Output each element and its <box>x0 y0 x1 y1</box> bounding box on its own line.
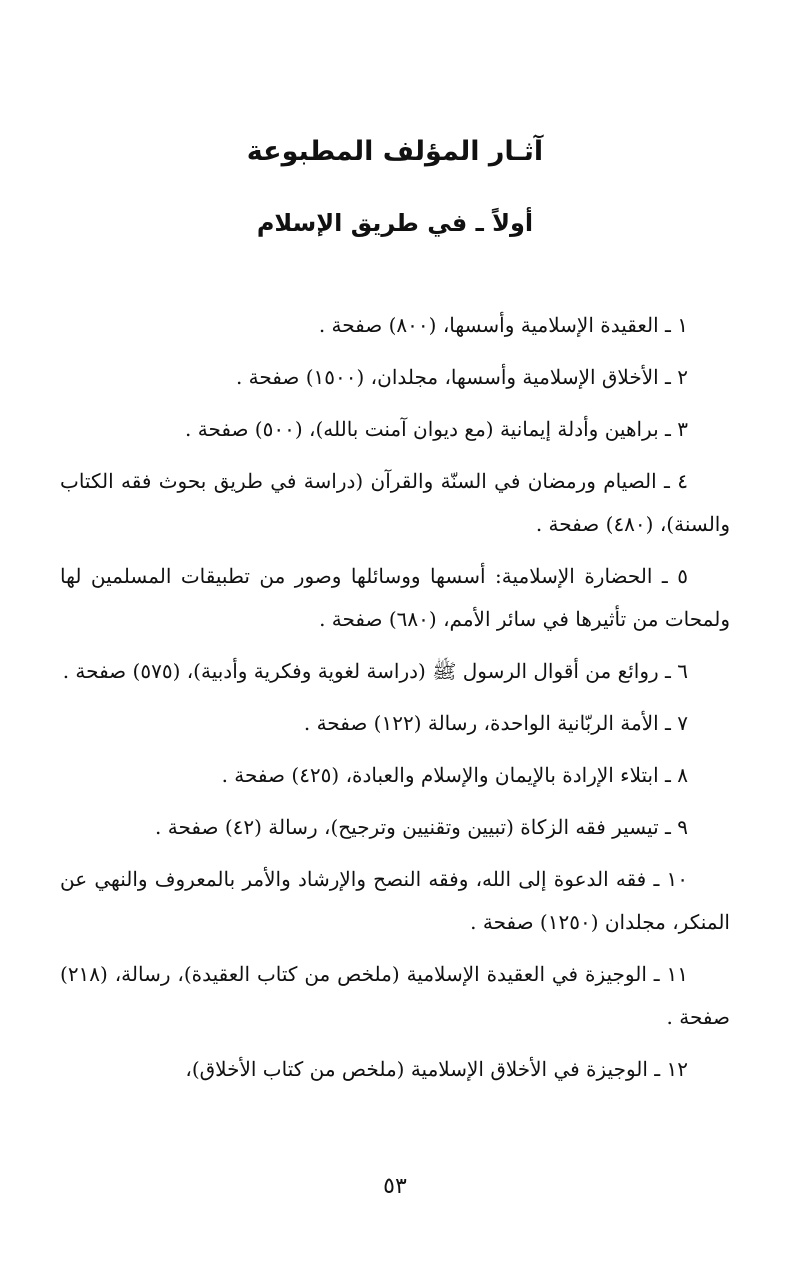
list-item: ١١ ـ الوجيزة في العقيدة الإسلامية (ملخص من كتاب العقيدة)، رسالة، (٢١٨) صفحة . <box>60 962 730 1029</box>
list-item: ٩ ـ تيسير فقه الزكاة (تبيين وتقنيين وترجيح)، رسالة (٤٢) صفحة . <box>155 815 688 839</box>
list-item: ١٢ ـ الوجيزة في الأخلاق الإسلامية (ملخص من كتاب الأخلاق)، <box>185 1057 688 1081</box>
list-item: ٥ ـ الحضارة الإسلامية: أسسها ووسائلها وصور من تطبيقات المسلمين لها ولمحات من تأثيرها في سائر الأمم، (٦٨٠) صفحة . <box>60 564 730 631</box>
section-heading: أولاً ـ في طريق الإسلام <box>256 209 534 237</box>
list-item: ٨ ـ ابتلاء الإرادة بالإيمان والإسلام والعبادة، (٤٢٥) صفحة . <box>221 763 688 787</box>
list-item: ٣ ـ براهين وأدلة إيمانية (مع ديوان آمنت بالله)، (٥٠٠) صفحة . <box>185 417 688 441</box>
list-item: ٤ ـ الصيام ورمضان في السنّة والقرآن (دراسة في طريق بحوث فقه الكتاب والسنة)، (٤٨٠) صفحة . <box>60 469 730 536</box>
list-item: ٧ ـ الأمة الربّانية الواحدة، رسالة (١٢٢) صفحة . <box>303 711 688 735</box>
list-item: ٢ ـ الأخلاق الإسلامية وأسسها، مجلدان، (١٥٠٠) صفحة . <box>235 365 688 389</box>
page-title: آثـار المؤلف المطبوعة <box>246 136 544 167</box>
publications-list <box>60 304 730 1100</box>
list-item: ١ ـ العقيدة الإسلامية وأسسها، (٨٠٠) صفحة . <box>318 313 688 337</box>
page-number: ٥٣ <box>383 1174 407 1199</box>
list-item: ١٠ ـ فقه الدعوة إلى الله، وفقه النصح والإرشاد والأمر بالمعروف والنهي عن المنكر، مجلدان (١٢٥٠) صفحة . <box>60 867 730 934</box>
list-item: ٦ ـ روائع من أقوال الرسول ﷺ (دراسة لغوية وفكرية وأدبية)، (٥٧٥) صفحة . <box>62 659 688 683</box>
book-page <box>60 0 730 1262</box>
